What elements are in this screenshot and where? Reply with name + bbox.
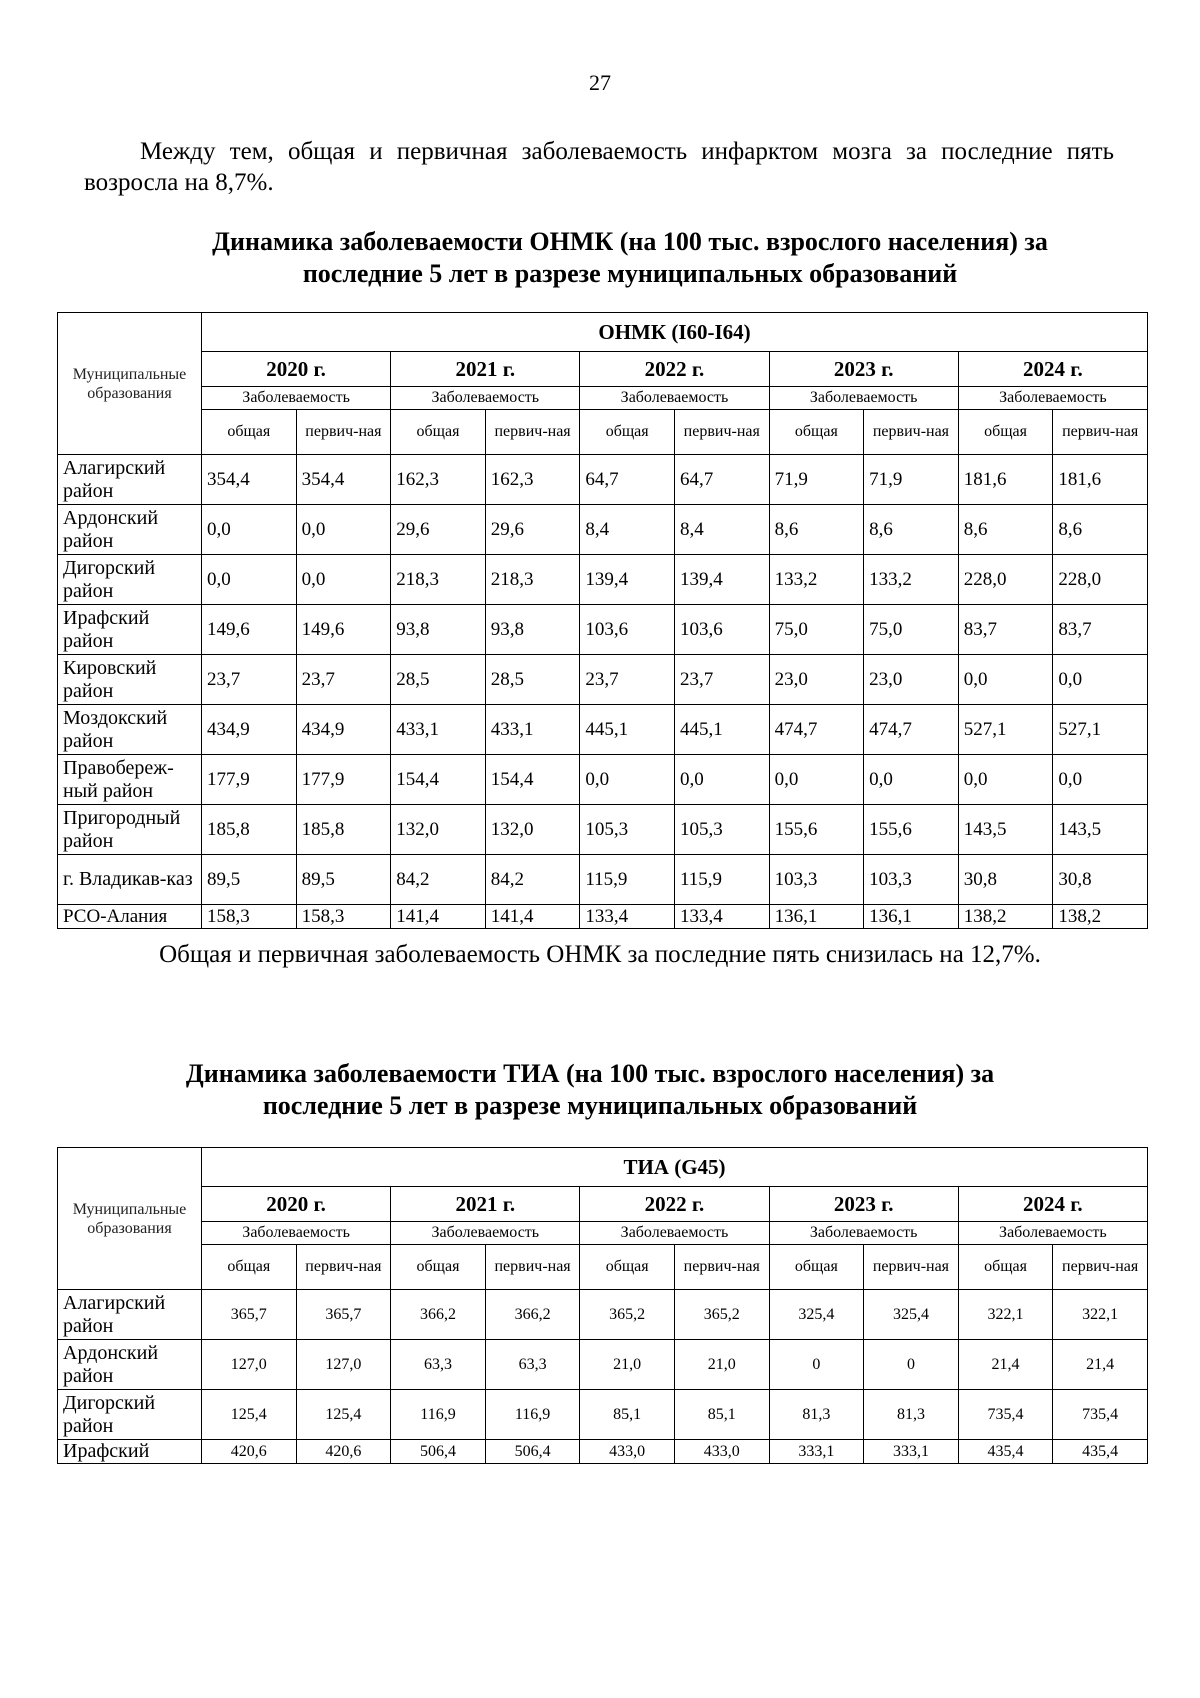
tia-title (60, 1058, 1120, 1122)
value-cell: 8,4 (580, 505, 675, 555)
value-cell: 735,4 (958, 1390, 1053, 1440)
value-cell: 133,2 (769, 555, 864, 605)
value-cell: 155,6 (864, 805, 959, 855)
total-value-cell: 136,1 (769, 905, 864, 929)
total-value-cell: 138,2 (958, 905, 1053, 929)
onmk-title-line2: последние 5 лет в разрезе муниципальных образований (302, 259, 958, 288)
value-cell: 365,7 (296, 1290, 391, 1340)
municipality-name: Ирафский район (58, 605, 202, 655)
value-cell: 0,0 (769, 755, 864, 805)
value-cell: 0 (769, 1340, 864, 1390)
value-cell: 228,0 (1053, 555, 1148, 605)
value-cell: 81,3 (864, 1390, 959, 1440)
year-header: 2020 г. (202, 1187, 391, 1222)
value-cell: 433,1 (391, 705, 486, 755)
value-cell: 506,4 (485, 1440, 580, 1464)
value-cell: 333,1 (864, 1440, 959, 1464)
col-general: общая (958, 1245, 1053, 1290)
value-cell: 0,0 (864, 755, 959, 805)
col-primary: первич-ная (864, 410, 959, 455)
tia-title-line1: Динамика заболеваемости ТИА (на 100 тыс. взрослого населения) за (185, 1059, 995, 1088)
value-cell: 89,5 (296, 855, 391, 905)
value-cell: 8,6 (958, 505, 1053, 555)
year-header: 2021 г. (391, 1187, 580, 1222)
value-cell: 30,8 (1053, 855, 1148, 905)
onmk-title (100, 226, 1160, 290)
value-cell: 162,3 (391, 455, 486, 505)
value-cell: 8,6 (769, 505, 864, 555)
value-cell: 365,2 (580, 1290, 675, 1340)
total-value-cell: 138,2 (1053, 905, 1148, 929)
col-primary: первич-ная (1053, 410, 1148, 455)
value-cell: 21,4 (958, 1340, 1053, 1390)
table-row (58, 855, 1148, 905)
value-cell: 21,0 (580, 1340, 675, 1390)
value-cell: 0 (864, 1340, 959, 1390)
value-cell: 63,3 (485, 1340, 580, 1390)
value-cell: 23,7 (296, 655, 391, 705)
value-cell: 28,5 (485, 655, 580, 705)
col-general: общая (391, 1245, 486, 1290)
value-cell: 103,3 (864, 855, 959, 905)
col-primary: первич-ная (864, 1245, 959, 1290)
total-value-cell: 141,4 (391, 905, 486, 929)
subheader-incidence: Заболеваемость (202, 387, 391, 410)
municipality-header: Муниципальные образования (58, 313, 202, 455)
total-value-cell: 158,3 (202, 905, 297, 929)
value-cell: 125,4 (296, 1390, 391, 1440)
total-label: РСО-Алания (58, 905, 202, 929)
value-cell: 0,0 (958, 655, 1053, 705)
value-cell: 85,1 (674, 1390, 769, 1440)
value-cell: 23,7 (674, 655, 769, 705)
value-cell: 185,8 (296, 805, 391, 855)
value-cell: 103,6 (580, 605, 675, 655)
value-cell: 8,6 (864, 505, 959, 555)
value-cell: 75,0 (769, 605, 864, 655)
table-row (58, 1290, 1148, 1340)
value-cell: 155,6 (769, 805, 864, 855)
tia-table (57, 1147, 1148, 1464)
value-cell: 185,8 (202, 805, 297, 855)
subheader-incidence: Заболеваемость (769, 1222, 958, 1245)
total-value-cell: 133,4 (674, 905, 769, 929)
value-cell: 527,1 (1053, 705, 1148, 755)
year-header: 2023 г. (769, 352, 958, 387)
col-primary: первич-ная (1053, 1245, 1148, 1290)
value-cell: 71,9 (864, 455, 959, 505)
total-row (58, 905, 1148, 929)
municipality-name: Правобереж-ный район (58, 755, 202, 805)
value-cell: 0,0 (1053, 755, 1148, 805)
year-header: 2021 г. (391, 352, 580, 387)
value-cell: 29,6 (391, 505, 486, 555)
onmk-conclusion: Общая и первичная заболеваемость ОНМК за последние пять снизилась на 12,7%. (159, 941, 1041, 968)
value-cell: 115,9 (580, 855, 675, 905)
value-cell: 116,9 (485, 1390, 580, 1440)
value-cell: 354,4 (202, 455, 297, 505)
value-cell: 154,4 (485, 755, 580, 805)
value-cell: 434,9 (202, 705, 297, 755)
value-cell: 228,0 (958, 555, 1053, 605)
value-cell: 420,6 (296, 1440, 391, 1464)
municipality-name: Алагирский район (58, 455, 202, 505)
value-cell: 81,3 (769, 1390, 864, 1440)
value-cell: 181,6 (958, 455, 1053, 505)
col-general: общая (202, 1245, 297, 1290)
value-cell: 420,6 (202, 1440, 297, 1464)
total-value-cell: 141,4 (485, 905, 580, 929)
value-cell: 28,5 (391, 655, 486, 705)
tia-title-line2: последние 5 лет в разрезе муниципальных образований (262, 1091, 918, 1120)
total-value-cell: 158,3 (296, 905, 391, 929)
value-cell: 0,0 (296, 555, 391, 605)
table-row (58, 805, 1148, 855)
table-row (58, 1390, 1148, 1440)
value-cell: 0,0 (202, 555, 297, 605)
value-cell: 527,1 (958, 705, 1053, 755)
value-cell: 139,4 (674, 555, 769, 605)
col-general: общая (391, 410, 486, 455)
subheader-incidence: Заболеваемость (958, 387, 1147, 410)
value-cell: 85,1 (580, 1390, 675, 1440)
value-cell: 143,5 (1053, 805, 1148, 855)
year-header: 2022 г. (580, 1187, 769, 1222)
value-cell: 322,1 (1053, 1290, 1148, 1340)
value-cell: 75,0 (864, 605, 959, 655)
value-cell: 366,2 (391, 1290, 486, 1340)
year-header: 2022 г. (580, 352, 769, 387)
value-cell: 64,7 (674, 455, 769, 505)
value-cell: 445,1 (580, 705, 675, 755)
value-cell: 325,4 (769, 1290, 864, 1340)
municipality-name: Дигорский район (58, 555, 202, 605)
value-cell: 366,2 (485, 1290, 580, 1340)
value-cell: 435,4 (958, 1440, 1053, 1464)
year-header: 2023 г. (769, 1187, 958, 1222)
col-primary: первич-ная (674, 1245, 769, 1290)
value-cell: 354,4 (296, 455, 391, 505)
year-header: 2024 г. (958, 352, 1147, 387)
value-cell: 89,5 (202, 855, 297, 905)
value-cell: 139,4 (580, 555, 675, 605)
value-cell: 105,3 (674, 805, 769, 855)
value-cell: 433,0 (580, 1440, 675, 1464)
value-cell: 433,0 (674, 1440, 769, 1464)
value-cell: 177,9 (296, 755, 391, 805)
value-cell: 83,7 (1053, 605, 1148, 655)
value-cell: 116,9 (391, 1390, 486, 1440)
col-primary: первич-ная (674, 410, 769, 455)
table-row (58, 1440, 1148, 1464)
col-general: общая (769, 410, 864, 455)
col-general: общая (202, 410, 297, 455)
value-cell: 115,9 (674, 855, 769, 905)
table-row (58, 655, 1148, 705)
table-row (58, 705, 1148, 755)
municipality-name: Пригородный район (58, 805, 202, 855)
value-cell: 23,0 (769, 655, 864, 705)
municipality-name: Алагирский район (58, 1290, 202, 1340)
value-cell: 325,4 (864, 1290, 959, 1340)
col-general: общая (958, 410, 1053, 455)
col-primary: первич-ная (485, 410, 580, 455)
value-cell: 132,0 (391, 805, 486, 855)
value-cell: 177,9 (202, 755, 297, 805)
value-cell: 154,4 (391, 755, 486, 805)
value-cell: 434,9 (296, 705, 391, 755)
value-cell: 71,9 (769, 455, 864, 505)
group-header: ОНМК (I60-I64) (202, 313, 1148, 352)
value-cell: 0,0 (958, 755, 1053, 805)
subheader-incidence: Заболеваемость (391, 387, 580, 410)
value-cell: 127,0 (202, 1340, 297, 1390)
municipality-name: Кировский район (58, 655, 202, 705)
onmk-title-line1: Динамика заболеваемости ОНМК (на 100 тыс. взрослого населения) за (212, 227, 1048, 256)
value-cell: 0,0 (202, 505, 297, 555)
value-cell: 23,7 (202, 655, 297, 705)
year-header: 2020 г. (202, 352, 391, 387)
value-cell: 132,0 (485, 805, 580, 855)
table-row (58, 755, 1148, 805)
value-cell: 0,0 (1053, 655, 1148, 705)
col-general: общая (580, 410, 675, 455)
value-cell: 0,0 (674, 755, 769, 805)
col-primary: первич-ная (296, 410, 391, 455)
value-cell: 435,4 (1053, 1440, 1148, 1464)
col-primary: первич-ная (296, 1245, 391, 1290)
value-cell: 63,3 (391, 1340, 486, 1390)
value-cell: 84,2 (485, 855, 580, 905)
value-cell: 23,0 (864, 655, 959, 705)
value-cell: 218,3 (485, 555, 580, 605)
value-cell: 8,4 (674, 505, 769, 555)
municipality-name: Ирафский (58, 1440, 202, 1464)
value-cell: 433,1 (485, 705, 580, 755)
col-primary: первич-ная (485, 1245, 580, 1290)
value-cell: 30,8 (958, 855, 1053, 905)
municipality-name: Моздокский район (58, 705, 202, 755)
value-cell: 143,5 (958, 805, 1053, 855)
table-row (58, 505, 1148, 555)
municipality-name: Ардонский район (58, 505, 202, 555)
value-cell: 322,1 (958, 1290, 1053, 1340)
value-cell: 23,7 (580, 655, 675, 705)
value-cell: 21,4 (1053, 1340, 1148, 1390)
municipality-header: Муниципальные образования (58, 1148, 202, 1290)
value-cell: 365,7 (202, 1290, 297, 1340)
page-number: 27 (589, 70, 611, 95)
table-row (58, 555, 1148, 605)
value-cell: 149,6 (296, 605, 391, 655)
onmk-table (57, 312, 1148, 929)
value-cell: 103,6 (674, 605, 769, 655)
year-header: 2024 г. (958, 1187, 1147, 1222)
value-cell: 506,4 (391, 1440, 486, 1464)
value-cell: 93,8 (485, 605, 580, 655)
value-cell: 21,0 (674, 1340, 769, 1390)
value-cell: 474,7 (769, 705, 864, 755)
subheader-incidence: Заболеваемость (391, 1222, 580, 1245)
value-cell: 365,2 (674, 1290, 769, 1340)
value-cell: 83,7 (958, 605, 1053, 655)
value-cell: 29,6 (485, 505, 580, 555)
municipality-name: г. Владикав-каз (58, 855, 202, 905)
value-cell: 84,2 (391, 855, 486, 905)
group-header: ТИА (G45) (202, 1148, 1148, 1187)
municipality-name: Дигорский район (58, 1390, 202, 1440)
value-cell: 735,4 (1053, 1390, 1148, 1440)
subheader-incidence: Заболеваемость (769, 387, 958, 410)
value-cell: 162,3 (485, 455, 580, 505)
table-row (58, 605, 1148, 655)
total-value-cell: 136,1 (864, 905, 959, 929)
intro-paragraph: Между тем, общая и первичная заболеваемость инфарктом мозга за последние пять возросла на 8,7%. (84, 138, 1114, 196)
value-cell: 125,4 (202, 1390, 297, 1440)
value-cell: 333,1 (769, 1440, 864, 1464)
value-cell: 133,2 (864, 555, 959, 605)
subheader-incidence: Заболеваемость (580, 1222, 769, 1245)
subheader-incidence: Заболеваемость (580, 387, 769, 410)
col-general: общая (769, 1245, 864, 1290)
total-value-cell: 133,4 (580, 905, 675, 929)
value-cell: 0,0 (580, 755, 675, 805)
value-cell: 103,3 (769, 855, 864, 905)
subheader-incidence: Заболеваемость (958, 1222, 1147, 1245)
value-cell: 64,7 (580, 455, 675, 505)
col-general: общая (580, 1245, 675, 1290)
value-cell: 445,1 (674, 705, 769, 755)
municipality-name: Ардонский район (58, 1340, 202, 1390)
value-cell: 149,6 (202, 605, 297, 655)
subheader-incidence: Заболеваемость (202, 1222, 391, 1245)
value-cell: 127,0 (296, 1340, 391, 1390)
value-cell: 181,6 (1053, 455, 1148, 505)
value-cell: 93,8 (391, 605, 486, 655)
value-cell: 105,3 (580, 805, 675, 855)
value-cell: 218,3 (391, 555, 486, 605)
value-cell: 8,6 (1053, 505, 1148, 555)
value-cell: 0,0 (296, 505, 391, 555)
value-cell: 474,7 (864, 705, 959, 755)
table-row (58, 455, 1148, 505)
table-row (58, 1340, 1148, 1390)
